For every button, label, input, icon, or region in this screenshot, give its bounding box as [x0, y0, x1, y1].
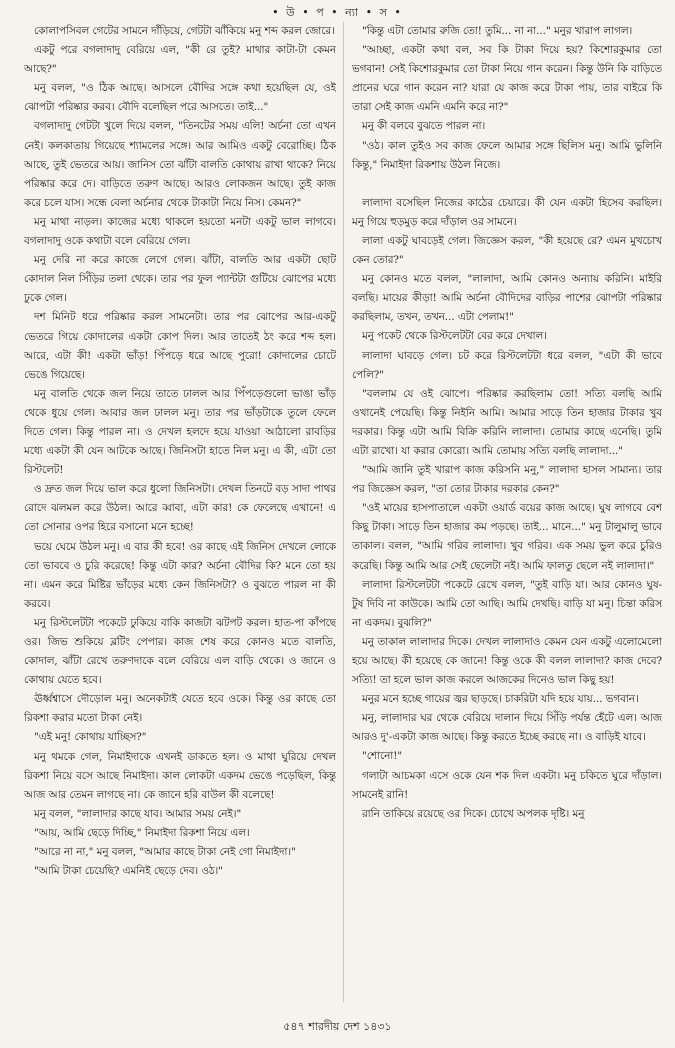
paragraph: "ওঠ। কাল তুইও সব কাজ ফেলে আমার সঙ্গে ছিলিস মনু। আমি ভুলিনি কিন্তু," নিমাইদা রিকশায় উঠল নিজে।	[352, 139, 662, 171]
paragraph: বগলাদাদু গেটটা খুলে দিয়ে বলল, "তিনটের সময় এলি! অর্চনা তো এখন নেই। কলকাতায় গিয়েছে শ্যামলের সঙ্গে। আর আমিও একটু বেরোচ্ছি। ঠিক আছে, তুই ভেতরে আয়। জানিস তো ঝাঁটা বালতি কোথায় রাখা থাকে? নিয়ে পরিষ্কার করে দে। বাড়িতে তরুণ আছে। আরও লোকজন আছে। তুই কাজ করে চলে যাস। সন্ধে বেলা অর্চনার থেকে টাকাটা নিয়ে নিস। কেমন?"	[24, 120, 336, 209]
paragraph: মনু বালতি থেকে জল নিয়ে তাতে ঢালল আর পিঁপড়েগুলো ভাঙা ভাঁড় থেকে ধুয়ে গেল। আবার জল ঢালল মনু। তার পর ভাঁড়টাকে তুলে ফেলে দিতে গেল। কিন্তু পারল না। ও দেখল হলদে হয়ে যাওয়া আঠালো রাবড়ির মধ্যে একটা কী যেন আটকে আছে। জিনিসটা হাতে নিল মনু। এ কী, এটা তো রিস্টলেট!	[24, 387, 336, 477]
section-header: • উ • প • ন্যা • স •	[272, 6, 403, 19]
paragraph: "শোনো!"	[362, 750, 403, 763]
paragraph: লালা একটু ঘাবড়েই গেল। জিজ্ঞেস করল, "কী হয়েছে রে? এমন মুখচোখ কেন তোর?"	[352, 234, 662, 267]
paragraph: ঊর্ধ্বশ্বাসে দৌড়োল মনু। অনেকটাই যেতে হবে ওকে। কিন্তু ওর কাছে তো রিকশা করার মতো টাকা নেই।	[24, 693, 336, 725]
column-divider	[343, 22, 344, 1002]
paragraph: মনু তাকাল লালাদার দিকে। দেখল লালাদাও কেমন যেন একটু এলোমেলো হয়ে আছে। কী হয়েছে কে জানে! কিন্তু ওকে কী বলল লালাদা? কাজ দেবে? সত্যি! তা হলে ভাল কাজ করলে আজকের দিনেও ভাল কিছু হয়!	[352, 635, 662, 687]
paragraph: "ওই মায়ের হাসপাতালে একটা ওয়ার্ড বয়ের কাজ আছে। ঘুষ লাগবে বেশ কিছু টাকা। সাড়ে তিন হাজার কম পড়ছে। তাই... মানে..." মনু টালুমালু ভাবে তাকাল। বলল, "আমি গরিব লালাদা। খুব গরিব। এক সময় ভুল করে চুরিও করেছি। কিন্তু আমি আর সেই ছেলেটা নই। আমি ফালতু ছেলে নই লালাদা।"	[352, 502, 662, 572]
paragraph: লালাদা বসেছিল নিজের কাঠের চেয়ারে। কী যেন একটা হিসেব করছিল। মনু গিয়ে হুড়মুড় করে দাঁড়াল ওর সামনে।	[352, 196, 662, 228]
paragraph: রানি তাকিয়ে রয়েছে ওর দিকে। চোখে অপলক দৃষ্টি। মনু	[362, 807, 585, 820]
paragraph: লালাদা রিস্টলেটটা পকেটে রেখে বলল, "তুই বাড়ি যা। আর কোনও ঘুষ-টুষ দিবি না কাউকে। আমি তো আছি। আমি দেখছি। বাড়ি যা মনু। চিন্তা করিস না একদম। বুঝলি?"	[352, 578, 662, 629]
paragraph: গলাটা আচমকা এসে ওকে যেন শক দিল একটা। মনু চকিতে ঘুরে দাঁড়াল। সামনেই রানি!	[352, 769, 662, 801]
paragraph: মনু বলল, "লালাদার কাছে যাব। আমার সময় নেই।"	[34, 807, 242, 820]
paragraph: মনু, লালাদার ঘর থেকে বেরিয়ে দালান দিয়ে সিঁড়ি পর্যন্ত হেঁটে এল। আজ আরও দু'-একটা কাজ আছে। কিন্তু করতে ইচ্ছে করছে না। ও বাড়িই যাবে।	[352, 712, 662, 744]
paragraph: মনু কী বলবে বুঝতে পারল না।	[362, 120, 486, 133]
paragraph: মনু রিস্টলেটটা পকেটে ঢুকিয়ে বাকি কাজটা ঝটপট করল। হাত-পা কাঁপছে ওর। জিভ শুকিয়ে ব্লটিং পেপার। কাজ শেষ করে কোনও মতে বালতি, কোদাল, ঝাঁটা রেখে তরুণদাকে বলে বেরিয়ে এল বাড়ি থেকে। ও জানে ও কোথায় যেতে হবে।	[24, 616, 336, 687]
page-footer: ৫৪৭ শারদীয় দেশ ১৪৩১	[283, 1020, 392, 1033]
paragraph: "বললাম যে ওই ঝোপে। পরিষ্কার করছিলাম তো! সত্যি বলছি আমি ওখানেই পেয়েছি। কিন্তু নিইনি আমি। আমার সাড়ে তিন হাজার টাকার খুব দরকার। কিন্তু এটা আমি বিক্রি করিনি লালাদা। তোমার কাছে এনেছি। তুমি এটা রাখো। যা করার কোরো। আমি তোমায় সত্যি বলছি লালাদা..."	[352, 387, 662, 457]
paragraph: "আমি জানি তুই খারাপ কাজ করিসনি মনু," লালাদা হাসল সামান্য। তার পর জিজ্ঞেস করল, "তা তোর টাকার দরকার কেন?"	[352, 464, 662, 496]
paragraph: মনুর মনে হচ্ছে গায়ের জ্বর ছাড়ছে। চাকরিটা যদি হয়ে যায়... ভগবান।	[362, 693, 639, 706]
paragraph: কোলাপসিবল গেটের সামনে দাঁড়িয়ে, গেটটা ঝাঁকিয়ে মনু শব্দ করল জোরে।	[34, 25, 335, 37]
paragraph: "আমি টাকা চেয়েছি? এমনিই ছেড়ে দেব। ওঠ।"	[34, 865, 223, 878]
paragraph: "আচ্ছা, একটা কথা বল, সব কি টাকা দিয়ে হয়? কিশোরকুমার তো ভগবান! সেই কিশোরকুমার তো টাকা নিয়ে গান করেন। কিন্তু উনি কি বাড়িতে প্রানের ঘরে গান করেন না? যারা যে কাজ করে টাকা পায়, তার বাইরে কি তারা সেই কাজ এমনি এমনি করে না?"	[352, 44, 662, 114]
paragraph: মনু মাথা নাড়ল। কাজের মধ্যে থাকলে হয়তো মনটা একটু ভাল লাগবে। বগলাদাদু ওকে কথাটা বলে বেরিয়ে গেল।	[24, 215, 336, 248]
paragraph: দশ মিনিট ধরে পরিষ্কার করল সামনেটা। তার পর ঝোপের আর-একটু ভেতরে গিয়ে কোদালের একটা কোপ দিল। আর তাতেই ঠং করে শব্দ হল। আরে, এটা কী! একটা ভাঁড়! পিঁপড়ে ধরে আছে পুরো! কোদালের চোটে ভেঙে গিয়েছে।	[24, 311, 336, 381]
paragraph: "কিন্তু এটা তোমার রুজি তো! তুমি... না না..." মনুর খারাপ লাগল।	[362, 25, 633, 37]
paragraph: একটু পরে বগলাদাদু বেরিয়ে এল, "কী রে তুই? মাথার কাটা-টা কেমন আছে?"	[24, 44, 336, 76]
paragraph: মনু পকেট থেকে রিস্টলেটটা বের করে দেখাল।	[362, 330, 547, 343]
paragraph: ও দ্রুত জল দিয়ে ভাল করে ধুলো জিনিসটা। দেখল তিনটে বড় সাদা পাথর রোদে ঝলমল করে উঠল। আরে ব্বাবা, এটা কার! কে ফেলেছে এখানে! এ তো সোনার ওপর হিরে বসানো মনে হচ্ছে!	[24, 483, 336, 534]
paragraph: ভয়ে ঘেমে উঠল মনু। এ বার কী হবে! ওর কাছে এই জিনিস দেখলে লোকে তো ভাববে ও চুরি করেছে! কিন্তু এটা কার? অর্চনা বৌদির কি? মনে তো হয় না। এমন করে মিষ্টির ভাঁড়ের মধ্যে কেন জিনিসটা? ও বুঝতে পারল না কী করবে।	[24, 540, 336, 610]
paragraph: লালাদা ঘাবড়ে গেল। চট করে রিস্টলেটটা ধরে বলল, "এটা কী ভাবে পেলি?"	[352, 349, 662, 381]
paragraph: "এই মনু! কোথায় যাচ্ছিস?"	[34, 731, 147, 744]
right-column	[352, 22, 662, 1002]
paragraph: মনু থমকে গেল, নিমাইদাকে এখনই ডাকতে হল। ও মাথা ঘুরিয়ে দেখল রিকশা নিয়ে বসে আছে নিমাইদা। কাল লোকটা একদম ভেঙে পড়েছিল, কিন্তু আজ আর তেমন লাগছে না। কে জানে হরি বাউল কী বলেছে!	[24, 750, 336, 801]
paragraph: "আয়, আমি ছেড়ে দিচ্ছি," নিমাইদা রিকশা নিয়ে এল।	[34, 826, 250, 839]
left-column	[24, 22, 336, 1002]
paragraph: "আরে না না," মনু বলল, "আমার কাছে টাকা নেই গো নিমাইদা।"	[34, 846, 296, 859]
paragraph: মনু বলল, "ও ঠিক আছে। আসলে বৌদির সঙ্গে কথা হয়েছিল যে, ওই ঝোপটা পরিষ্কার করব। বৌদি বলেছিল পরে আসতে। তাই..."	[24, 82, 336, 114]
paragraph: মনু কোনও মতে বলল, "লালাদা, আমি কোনও অন্যায় করিনি। মাইরি বলছি। মায়ের কীড়া! আমি অর্চনা বৌদিদের বাড়ির পাশের ঝোপটা পরিষ্কার করছিলাম, তখন, তখন... এটা পেলাম!"	[352, 273, 662, 324]
paragraph: মনু দেরি না করে কাজে লেগে গেল। ঝাঁটা, বালতি আর একটা ছোট কোদাল নিল সিঁড়ির তলা থেকে। তার পর ফুল প্যান্টটা গুটিয়ে ঝোপের মধ্যে ঢুকে গেল।	[24, 254, 336, 305]
